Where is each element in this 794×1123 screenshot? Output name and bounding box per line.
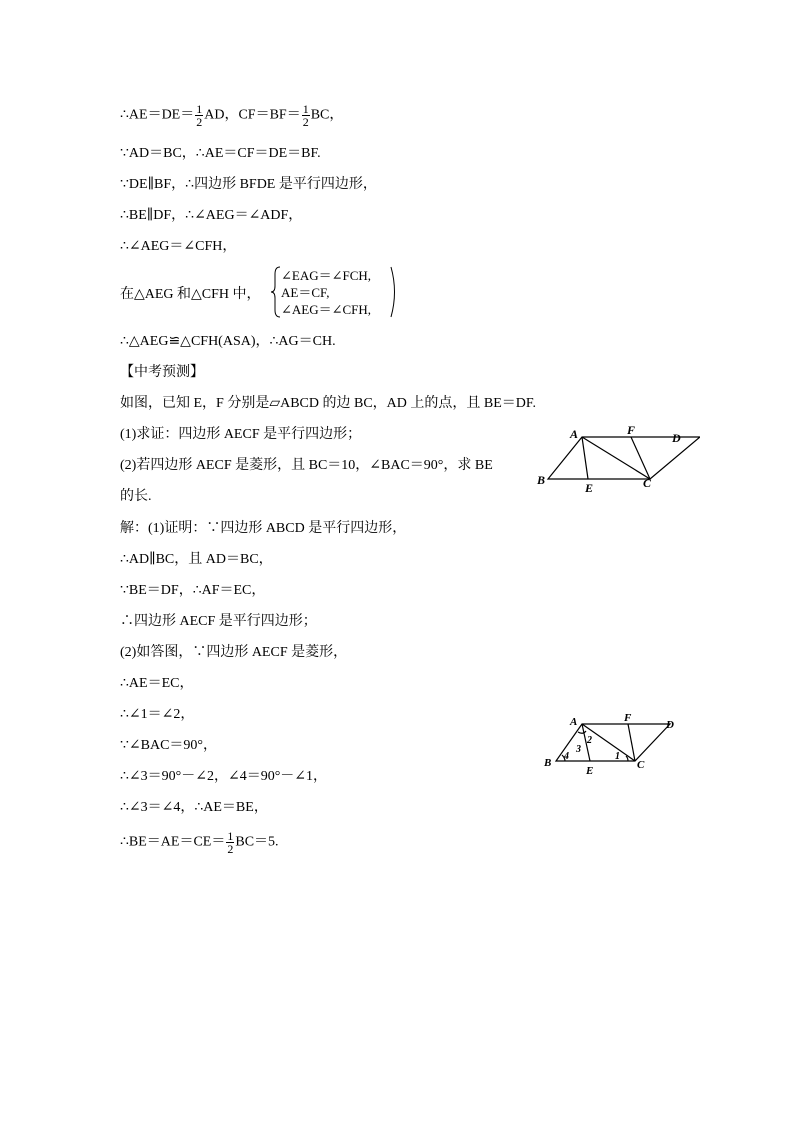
solution-line: ∴∠3＝90°－∠2，∠4＝90°－∠1，: [120, 769, 328, 784]
solution-line: ∴四边形 AECF 是平行四边形；: [120, 614, 317, 629]
label-F: F: [624, 712, 632, 724]
solution-line: ∴∠1＝∠2，: [120, 707, 195, 722]
label-C: C: [637, 759, 645, 771]
label-B: B: [544, 757, 552, 769]
angle-arc: [578, 731, 586, 733]
solution-final-line: ∴BE＝AE＝CE＝ $\frac{1}{2}$ BC＝5.: [120, 829, 279, 856]
solution-line: 解：(1)证明：∵四边形 ABCD 是平行四边形，: [120, 521, 407, 536]
problem-line-1: 如图，已知 E，F 分别是▱ABCD 的边 BC，AD 上的点，且 BE＝DF.: [120, 396, 537, 411]
left-brace-icon: [271, 266, 281, 318]
right-paren-icon: [388, 266, 400, 318]
solution-line: ∴AD∥BC，且 AD＝BC，: [120, 552, 273, 567]
angle-label-2: 2: [587, 735, 592, 746]
parallelogram-abcd: [556, 724, 670, 761]
solution-line: (2)如答图，∵四边形 AECF 是菱形，: [120, 645, 348, 660]
system-line: ∠AEG＝∠CFH,: [281, 302, 372, 317]
problem-line-2: (1)求证：四边形 AECF 是平行四边形；: [120, 427, 362, 442]
angle-label-4: 4: [564, 751, 569, 762]
problem-line-3: (2)若四边形 AECF 是菱形，且 BC＝10，∠BAC＝90°，求 BE: [120, 458, 493, 473]
system-prefix: 在△AEG 和△CFH 中，: [120, 287, 261, 302]
proof-line-4: ∴BE∥DF，∴∠AEG＝∠ADF，: [120, 208, 303, 223]
diagonal-ac: [582, 437, 650, 479]
label-A: A: [570, 427, 579, 441]
proof-line-6: ∴△AEG≌△CFH(ASA)，∴AG＝CH.: [120, 334, 336, 349]
system-line: ∠EAG＝∠FCH,: [281, 268, 372, 283]
proof-line-1: ∴AE＝DE＝ $\frac{1}{2}$ AD，CF＝BF＝ $\frac{1}{2}$ BC，: [120, 102, 344, 129]
label-F: F: [627, 423, 636, 437]
angle-label-3: 3: [576, 744, 581, 755]
label-D: D: [672, 431, 681, 445]
label-D: D: [666, 719, 674, 731]
angle-arc: [626, 756, 628, 761]
proof-line-5: ∴∠AEG＝∠CFH，: [120, 239, 237, 254]
fraction-half: $\frac{1}{2}$: [196, 102, 203, 129]
angle-label-1: 1: [615, 751, 620, 762]
solution-line: ∴∠3＝∠4，∴AE＝BE，: [120, 800, 268, 815]
solution-line: ∵∠BAC＝90°，: [120, 738, 218, 753]
label-E: E: [586, 765, 594, 777]
fraction-half: $\frac{1}{2}$: [302, 102, 309, 129]
segment-fc: [628, 724, 635, 761]
parallelogram-figure-1: [530, 420, 700, 500]
fraction-half: $\frac{1}{2}$: [227, 829, 234, 856]
label-E: E: [585, 481, 594, 495]
system-lines: [281, 267, 371, 318]
segment-ae: [582, 437, 588, 479]
solution-line: ∴AE＝EC，: [120, 676, 194, 691]
label-A: A: [570, 716, 578, 728]
problem-line-4: 的长.: [120, 489, 152, 504]
system-line: AE＝CF,: [281, 285, 330, 300]
label-B: B: [537, 473, 546, 487]
label-C: C: [643, 476, 652, 490]
solution-line: ∵BE＝DF，∴AF＝EC，: [120, 583, 266, 598]
parallelogram-figure-2: [530, 708, 700, 783]
proof-line-2: ∵AD＝BC，∴AE＝CF＝DE＝BF.: [120, 146, 321, 161]
proof-line-3: ∵DE∥BF，∴四边形 BFDE 是平行四边形，: [120, 177, 377, 192]
section-title: 【中考预测】: [120, 365, 204, 380]
